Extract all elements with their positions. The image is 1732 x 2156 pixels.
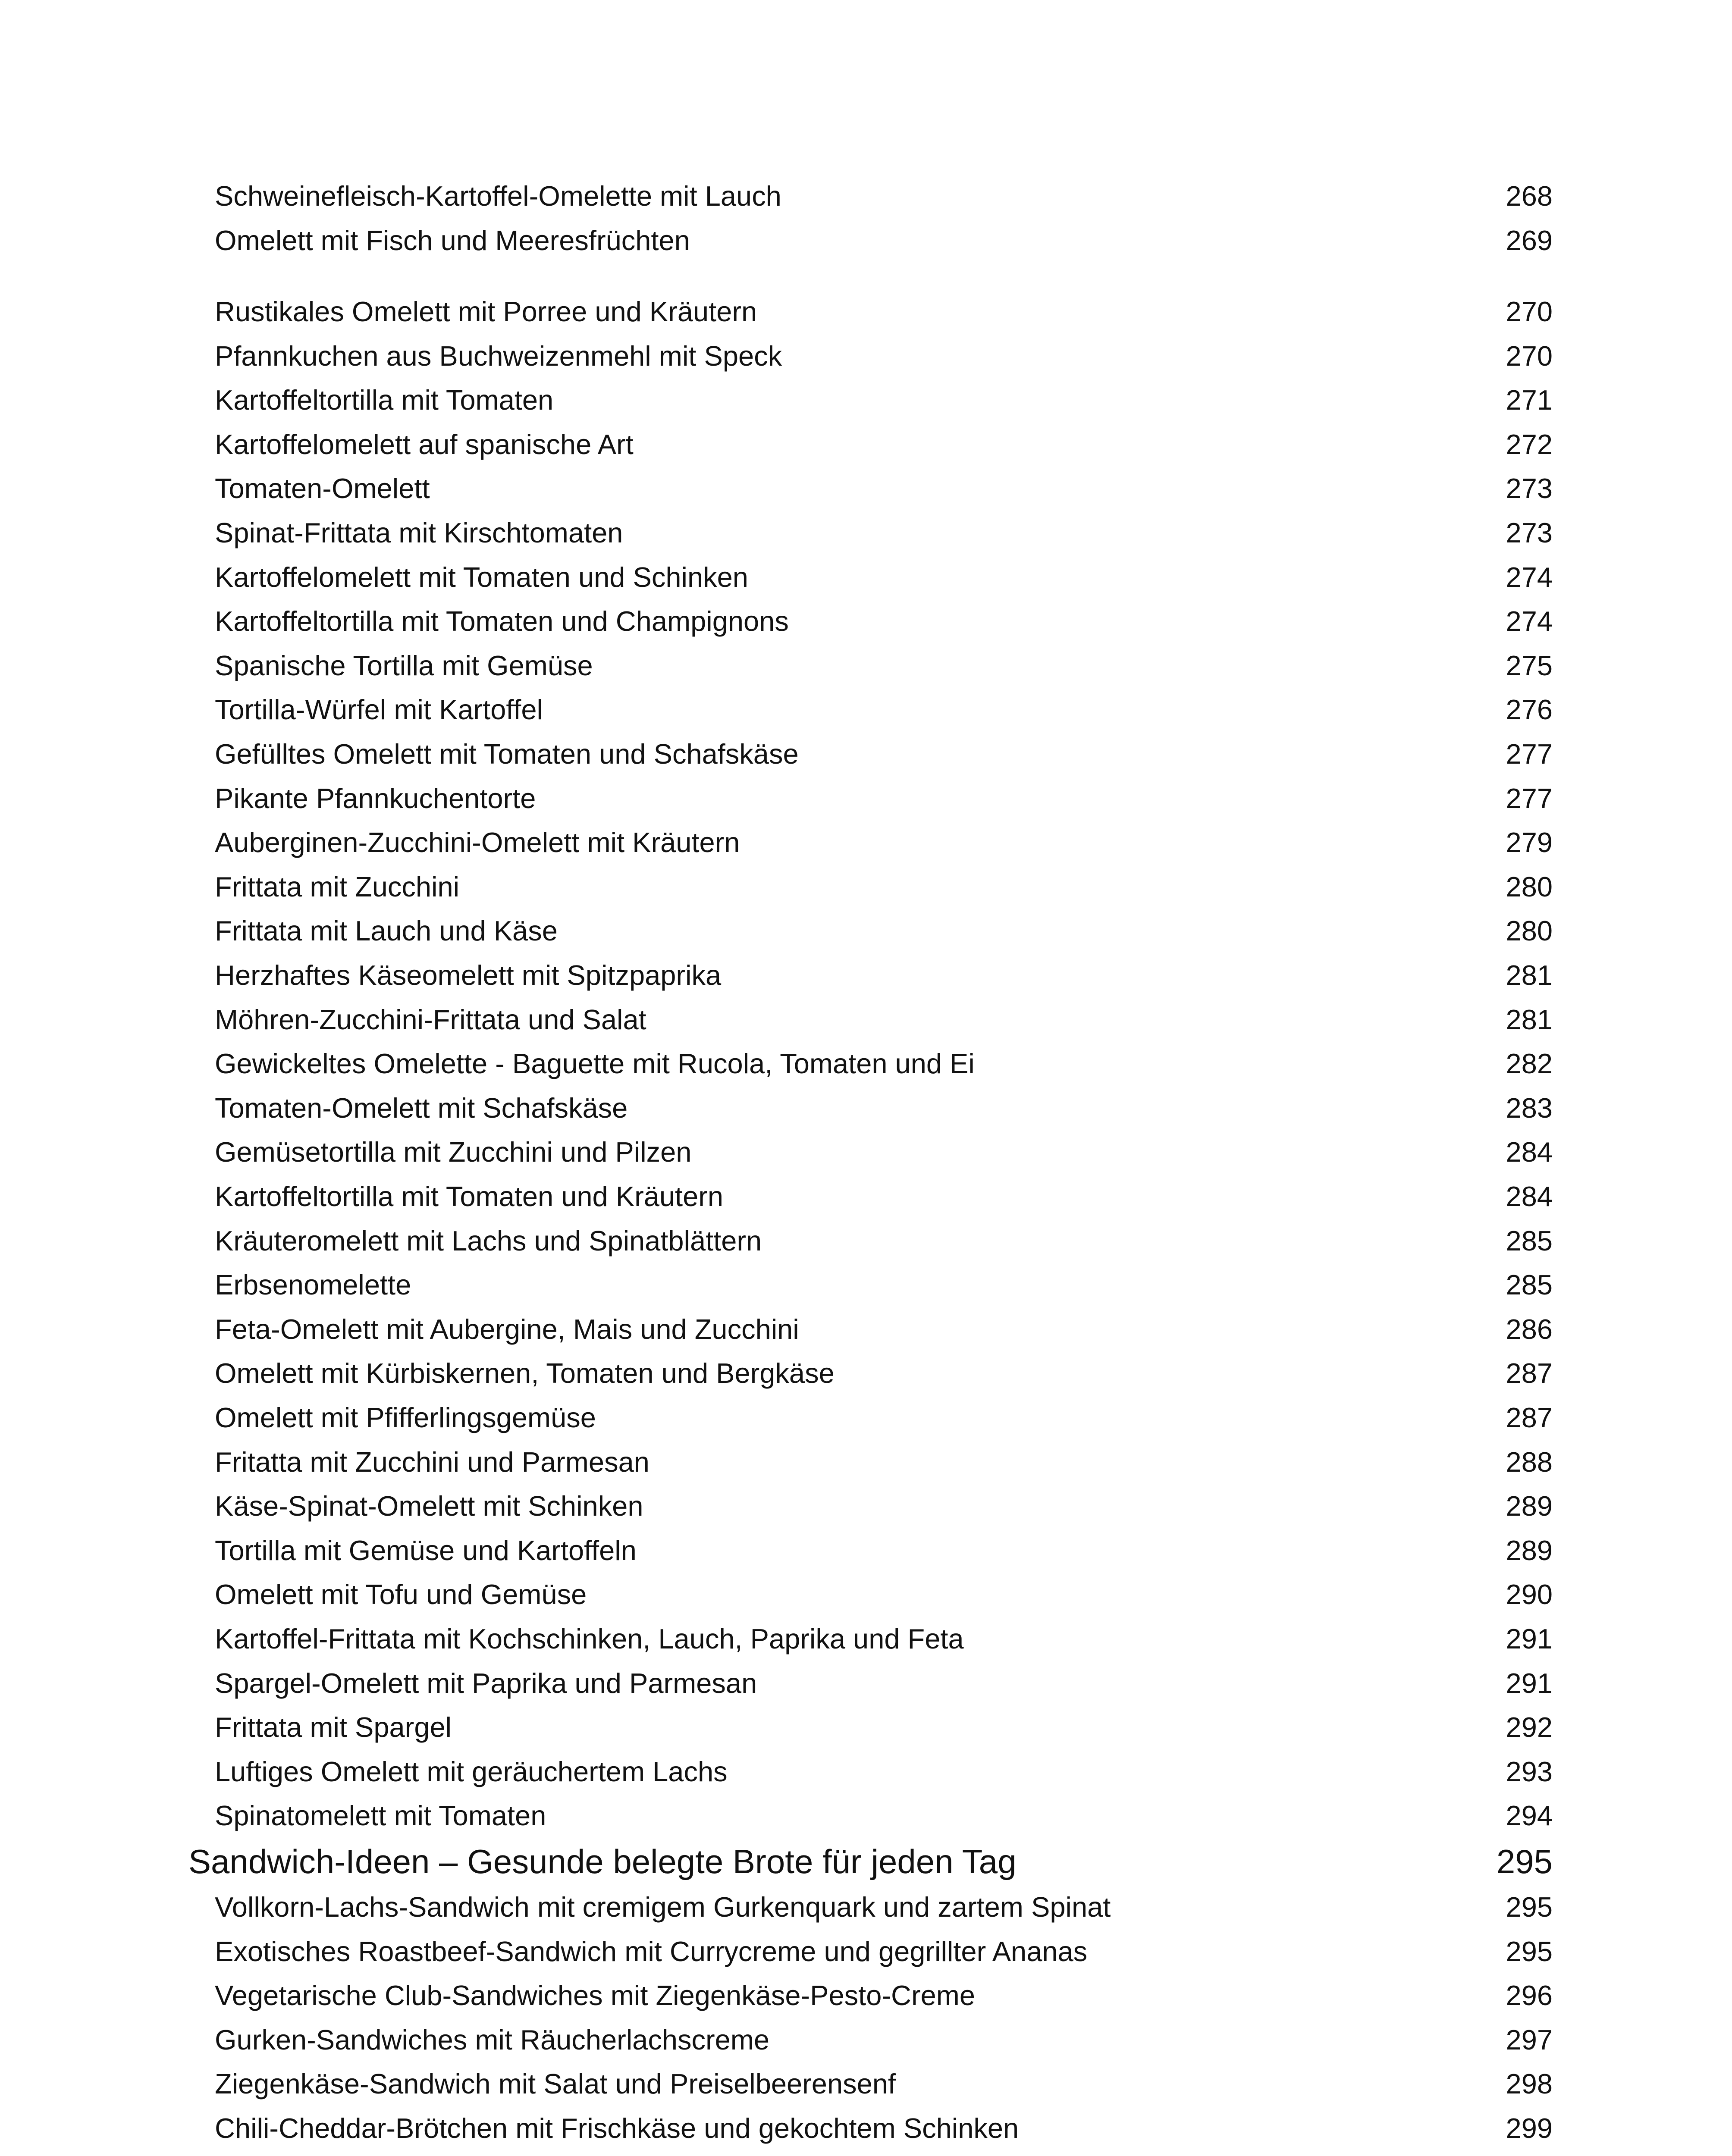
toc-entry-page: 281 (1506, 959, 1553, 991)
toc-entry-page: 295 (1506, 1891, 1553, 1923)
toc-entry-page: 281 (1506, 1003, 1553, 1035)
toc-entry-page: 286 (1506, 1313, 1553, 1345)
toc-entry-title: Spargel-Omelett mit Paprika und Parmesan (215, 1667, 757, 1699)
toc-entry-page: 268 (1506, 180, 1553, 212)
toc-section-page: 295 (1496, 1843, 1553, 1880)
toc-entry (0, 1573, 1732, 1616)
toc-entry-title: Luftiges Omelett mit geräuchertem Lachs (215, 1755, 728, 1787)
toc-entry-page: 277 (1506, 782, 1553, 814)
toc-entry-page: 299 (1506, 2112, 1553, 2144)
toc-entry-title: Käse-Spinat-Omelett mit Schinken (215, 1490, 643, 1522)
toc-entry-page: 294 (1506, 1800, 1553, 1832)
toc-entry-title: Omelett mit Pfifferlingsgemüse (215, 1402, 596, 1433)
toc-entry (0, 1662, 1732, 1705)
toc-entry-title: Fritatta mit Zucchini und Parmesan (215, 1446, 650, 1478)
toc-entry-title: Möhren-Zucchini-Frittata und Salat (215, 1003, 646, 1035)
toc-entry-page (1506, 2151, 1553, 2156)
toc-entry-title: Omelett mit Fisch und Meeresfrüchten (215, 224, 690, 256)
toc-entry-page: 287 (1506, 1402, 1553, 1433)
toc-entry (0, 1352, 1732, 1395)
toc-entry-title: Gefülltes Omelett mit Tomaten und Schafskäse (215, 738, 799, 770)
toc-entry (0, 2018, 1732, 2062)
toc-entry-page: 288 (1506, 1446, 1553, 1478)
toc-entry (0, 644, 1732, 687)
toc-entry-title: Spanische Tortilla mit Gemüse (215, 649, 593, 681)
toc-entry-page: 275 (1506, 649, 1553, 681)
toc-entry (0, 1441, 1732, 1484)
toc-entry (0, 2062, 1732, 2106)
toc-entry-title: Erbsenomelette (215, 1269, 411, 1301)
toc-entry (0, 467, 1732, 510)
toc-entry (0, 2151, 1732, 2156)
toc-entry (0, 175, 1732, 218)
toc-entry-page: 270 (1506, 296, 1553, 327)
toc-entry-title: Chili-Cheddar-Brötchen mit Frischkäse und gekochtem Schinken (215, 2112, 1019, 2144)
toc-entry-title: Tomaten-Omelett mit Schafskäse (215, 1092, 628, 1124)
toc-entry-title: Auberginen-Zucchini-Omelett mit Kräutern (215, 827, 740, 859)
toc-entry (0, 1396, 1732, 1439)
toc-entry (0, 1617, 1732, 1661)
toc-entry-page: 291 (1506, 1623, 1553, 1655)
toc-entry-page: 273 (1506, 473, 1553, 505)
toc-entry-page: 276 (1506, 694, 1553, 726)
toc-entry-title: Ziegenkäse-Sandwich mit Salat und Preiselbeerensenf (215, 2068, 896, 2100)
toc-entry (0, 821, 1732, 864)
toc-entry-page: 280 (1506, 915, 1553, 947)
toc-entry-title: Tortilla-Würfel mit Kartoffel (215, 694, 543, 726)
toc-entry-page: 272 (1506, 428, 1553, 460)
toc-entry-title: Pikante Pfannkuchentorte (215, 782, 536, 814)
toc-entry (0, 556, 1732, 599)
toc-entry-page: 284 (1506, 1136, 1553, 1168)
toc-entry-title (215, 2151, 934, 2156)
toc-entry (0, 1974, 1732, 2017)
toc-entry (0, 600, 1732, 643)
toc-entry-page: 287 (1506, 1357, 1553, 1389)
toc-entry-page: 269 (1506, 224, 1553, 256)
toc-entry (0, 998, 1732, 1041)
toc-entry-title: Kartoffeltortilla mit Tomaten (215, 384, 554, 416)
toc-entry-title: Pfannkuchen aus Buchweizenmehl mit Speck (215, 340, 782, 372)
toc-entry (0, 954, 1732, 997)
toc-entry-page: 274 (1506, 605, 1553, 637)
toc-entry-title: Herzhaftes Käseomelett mit Spitzpaprika (215, 959, 722, 991)
toc-entry-title: Frittata mit Zucchini (215, 871, 460, 903)
toc-entry-title: Kartoffeltortilla mit Tomaten und Champignons (215, 605, 789, 637)
toc-entry (0, 1886, 1732, 1929)
toc-entry-page: 285 (1506, 1269, 1553, 1301)
toc-entry (0, 865, 1732, 909)
toc-entry (0, 1263, 1732, 1307)
toc-entry-title: Vollkorn-Lachs-Sandwich mit cremigem Gurkenquark und zartem Spinat (215, 1891, 1111, 1923)
toc-entry-page: 289 (1506, 1490, 1553, 1522)
toc-entry-page: 285 (1506, 1225, 1553, 1257)
toc-entry-title: Rustikales Omelett mit Porree und Kräutern (215, 296, 757, 327)
toc-entry-page: 295 (1506, 1935, 1553, 1967)
toc-entry-page: 271 (1506, 384, 1553, 416)
toc-entry (0, 1087, 1732, 1130)
toc-entry-title: Kartoffeltortilla mit Tomaten und Kräutern (215, 1181, 724, 1212)
toc-entry-title: Gewickeltes Omelette - Baguette mit Rucola, Tomaten und Ei (215, 1048, 975, 1080)
toc-entry-page: 283 (1506, 1092, 1553, 1124)
toc-entry-page: 274 (1506, 561, 1553, 593)
toc-entry-page: 293 (1506, 1755, 1553, 1787)
toc-entry (0, 1308, 1732, 1351)
toc-entry-page: 296 (1506, 1980, 1553, 2012)
toc-entry-page: 290 (1506, 1579, 1553, 1611)
toc-entry-title: Spinat-Frittata mit Kirschtomaten (215, 517, 623, 548)
toc-entry-page: 280 (1506, 871, 1553, 903)
toc-entry (0, 423, 1732, 466)
toc-entry (0, 335, 1732, 378)
toc-entry-page: 291 (1506, 1667, 1553, 1699)
toc-entry-title: Kartoffelomelett mit Tomaten und Schinken (215, 561, 748, 593)
toc-entry (0, 733, 1732, 776)
toc-entry (0, 1794, 1732, 1837)
toc-entry-title: Gemüsetortilla mit Zucchini und Pilzen (215, 1136, 692, 1168)
toc-entry-title: Omelett mit Tofu und Gemüse (215, 1579, 587, 1611)
toc-entry-title: Gurken-Sandwiches mit Räucherlachscreme (215, 2024, 770, 2056)
toc-entry (0, 909, 1732, 953)
toc-entry-page: 273 (1506, 517, 1553, 548)
toc-entry (0, 1750, 1732, 1793)
toc-entry-title: Kartoffelomelett auf spanische Art (215, 428, 634, 460)
toc-entry-title: Frittata mit Lauch und Käse (215, 915, 558, 947)
toc-entry-title: Schweinefleisch-Kartoffel-Omelette mit Lauch (215, 180, 781, 212)
toc-entry (0, 2107, 1732, 2150)
toc-entry-title: Exotisches Roastbeef-Sandwich mit Currycreme und gegrillter Ananas (215, 1935, 1088, 1967)
toc-entry (0, 511, 1732, 555)
toc-entry-page: 282 (1506, 1048, 1553, 1080)
toc-section-title: Sandwich-Ideen – Gesunde belegte Brote für jeden Tag (188, 1843, 1017, 1880)
toc-entry-title: Frittata mit Spargel (215, 1711, 452, 1743)
toc-entry (0, 1131, 1732, 1174)
toc-entry-page: 270 (1506, 340, 1553, 372)
toc-entry (0, 290, 1732, 333)
toc-entry-title: Kräuteromelett mit Lachs und Spinatblättern (215, 1225, 762, 1257)
toc-entry-title: Tomaten-Omelett (215, 473, 430, 505)
toc-entry-page: 277 (1506, 738, 1553, 770)
toc-entry (0, 379, 1732, 422)
toc-entry-title: Kartoffel-Frittata mit Kochschinken, Lauch, Paprika und Feta (215, 1623, 964, 1655)
toc-entry-page: 298 (1506, 2068, 1553, 2100)
toc-entry (0, 1042, 1732, 1085)
toc-section-heading (0, 1838, 1732, 1885)
toc-entry-page: 284 (1506, 1181, 1553, 1212)
toc-entry (0, 1485, 1732, 1528)
toc-entry-title: Omelett mit Kürbiskernen, Tomaten und Bergkäse (215, 1357, 835, 1389)
toc-entry-page: 289 (1506, 1534, 1553, 1566)
toc-entry (0, 219, 1732, 262)
toc-entry-page: 279 (1506, 827, 1553, 859)
toc-entry-page: 297 (1506, 2024, 1553, 2056)
toc-entry-page: 292 (1506, 1711, 1553, 1743)
toc-entry (0, 1175, 1732, 1218)
toc-entry (0, 1930, 1732, 1973)
toc-entry-title: Feta-Omelett mit Aubergine, Mais und Zucchini (215, 1313, 799, 1345)
toc-entry (0, 688, 1732, 731)
toc-entry (0, 1706, 1732, 1749)
toc-entry (0, 777, 1732, 820)
toc-entry (0, 1219, 1732, 1263)
toc-entry-title: Spinatomelett mit Tomaten (215, 1800, 546, 1832)
toc-entry-title: Vegetarische Club-Sandwiches mit Ziegenkäse-Pesto-Creme (215, 1980, 976, 2012)
toc-entry-title: Tortilla mit Gemüse und Kartoffeln (215, 1534, 637, 1566)
toc-entry (0, 1529, 1732, 1572)
